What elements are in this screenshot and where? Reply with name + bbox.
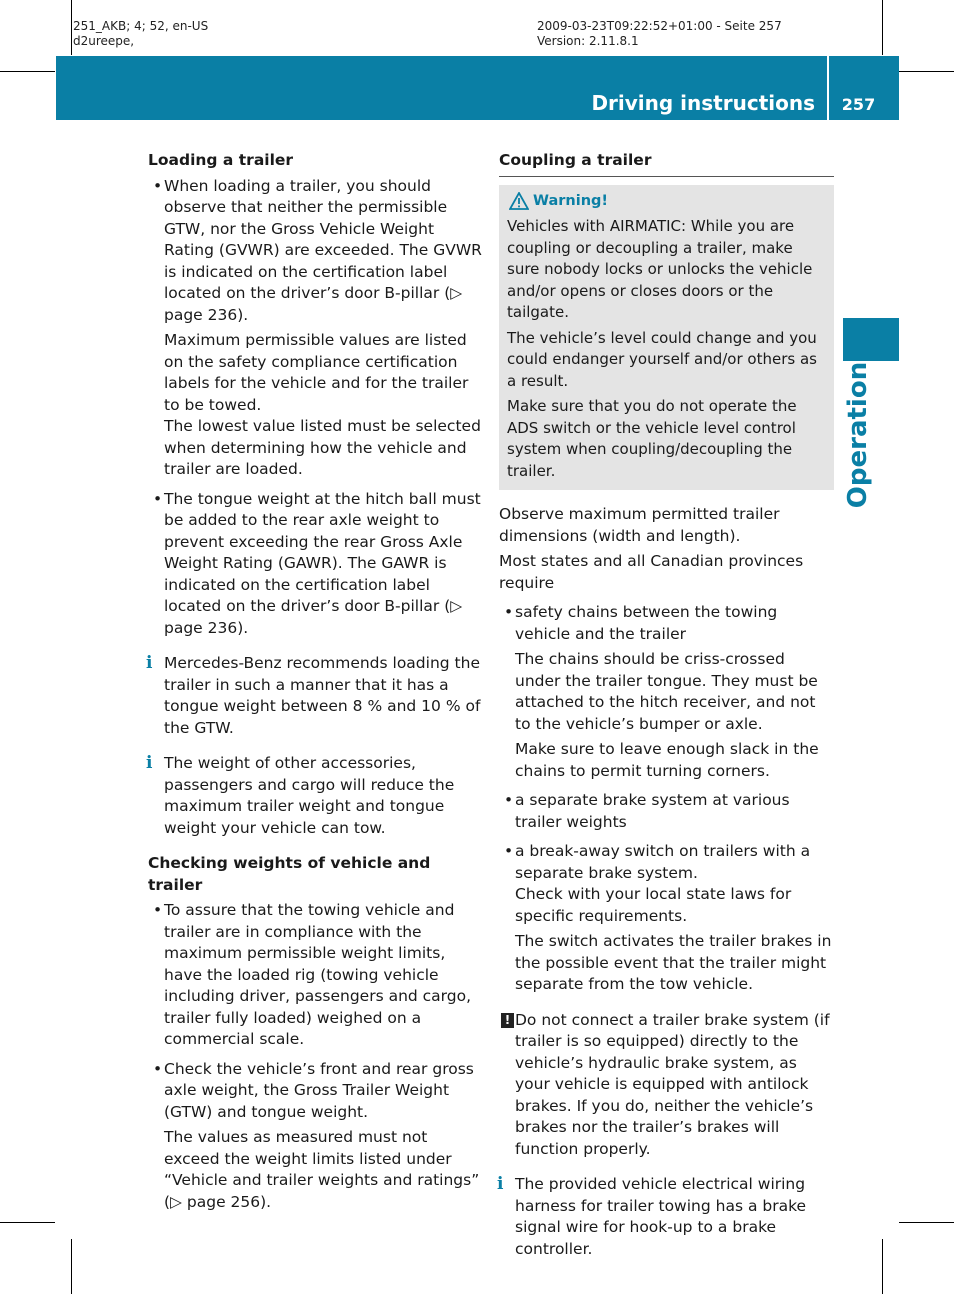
info-icon: i (146, 653, 153, 673)
info-note (148, 753, 483, 839)
crop-mark (71, 0, 72, 55)
warning-triangle-icon (509, 192, 529, 210)
list-item: • The tongue weight at the hitch ball must be added to the rear axle weight to prevent exceeding the rear Gross Axle Weight Rating (GAWR). The GAWR is indicated on the certification label located on the driver’s door B-pillar (▷ page 236). (148, 489, 483, 640)
right-column (499, 150, 834, 1274)
meta-line: Version: 2.11.8.1 (537, 34, 639, 48)
list-item-detail (499, 649, 834, 782)
detail-text: Check with your local state laws for specific requirements. (515, 885, 792, 925)
exclamation-icon: ! (501, 1013, 514, 1028)
info-text: The weight of other accessories, passengers and cargo will reduce the maximum trailer weight and tongue weight your vehicle can tow. (164, 754, 455, 837)
warning-text: Vehicles with AIRMATIC: While you are coupling or decoupling a trailer, make sure nobody locks or unlocks the vehicle and/or opens or closes doors or the tailgate. (507, 217, 813, 321)
crop-mark (0, 71, 55, 72)
detail-text: Maximum permissible values are listed on the safety compliance certification labels for the vehicle and for the trailer to be towed. (164, 331, 469, 414)
heading-loading: Loading a trailer (148, 151, 294, 169)
list-item-detail (499, 884, 834, 996)
warning-title-text: Warning! (533, 192, 609, 209)
meta-line: 2009-03-23T09:22:52+01:00 - Seite 257 (537, 19, 782, 33)
crop-mark (882, 0, 883, 55)
detail-text: The switch activates the trailer brakes in the possible event that the trailer might separate from the tow vehicle. (515, 932, 832, 993)
warning-title (507, 191, 826, 213)
detail-text: The chains should be criss-crossed under the trailer tongue. They must be attached to the hitch receiver, and not to the vehicle’s bumper or axle. (515, 650, 818, 733)
info-note (148, 653, 483, 739)
warning-text: Make sure that you do not operate the ADS switch or the vehicle level control system when coupling/decoupling the trailer. (507, 397, 797, 480)
crop-mark (899, 1222, 954, 1223)
warning-text: The vehicle’s level could change and you could endanger yourself and/or others as a result. (507, 328, 817, 390)
meta-line: 251_AKB; 4; 52, en-US (73, 19, 209, 33)
print-meta-left (73, 19, 208, 49)
header-divider (827, 56, 829, 120)
info-note (499, 1174, 834, 1260)
section-title: Driving instructions (591, 91, 815, 115)
crop-mark (0, 1222, 55, 1223)
paragraph: Observe maximum permitted trailer dimensions (width and length). (499, 505, 780, 545)
detail-text: Make sure to leave enough slack in the chains to permit turning corners. (515, 740, 819, 780)
meta-line: d2ureepe, (73, 34, 135, 48)
crop-mark (71, 1239, 72, 1294)
left-column (148, 150, 483, 1221)
crop-mark (899, 71, 954, 72)
info-icon: i (146, 753, 153, 773)
list-item: • To assure that the towing vehicle and trailer are in compliance with the maximum permissible weight limits, have the loaded rig (towing vehicle including driver, passengers and cargo, trailer fully loaded) weighed on a commercial scale. (148, 900, 483, 1051)
warning-box (499, 185, 834, 491)
caution-note (499, 1010, 834, 1161)
paragraph: Most states and all Canadian provinces require (499, 552, 804, 592)
list-item: • When loading a trailer, you should observe that neither the permissible GTW, nor the Gross Vehicle Weight Rating (GVWR) are exceeded. The GVWR is indicated on the certification label located on the driver’s door B-pillar (▷ page 236). (148, 176, 483, 327)
crop-mark (882, 1239, 883, 1294)
list-item: • safety chains between the towing vehicle and the trailer (499, 602, 834, 645)
list-item-detail (148, 330, 483, 481)
info-icon: i (497, 1174, 504, 1194)
heading-coupling: Coupling a trailer (499, 150, 834, 177)
list-item: • a break-away switch on trailers with a separate brake system. (499, 841, 834, 884)
page-number: 257 (841, 95, 876, 114)
chapter-label (828, 361, 888, 509)
info-text: Mercedes-Benz recommends loading the trailer in such a manner that it has a tongue weight between 8 % and 10 % of the GTW. (164, 654, 481, 737)
chapter-label-text: Operation (843, 361, 873, 509)
list-item: • Check the vehicle’s front and rear gross axle weight, the Gross Trailer Weight (GTW) and tongue weight. (148, 1059, 483, 1124)
chapter-tab (843, 318, 899, 361)
heading-checking: Checking weights of vehicle and trailer (148, 854, 431, 894)
list-item: • a separate brake system at various trailer weights (499, 790, 834, 833)
list-item-detail: The values as measured must not exceed the weight limits listed under “Vehicle and trailer weights and ratings” (▷ page 256). (164, 1128, 480, 1211)
detail-text: The lowest value listed must be selected when determining how the vehicle and trailer are loaded. (164, 417, 481, 478)
info-text: The provided vehicle electrical wiring harness for trailer towing has a brake signal wire for hook-up to a brake controller. (515, 1175, 807, 1258)
print-meta-right (537, 19, 782, 49)
caution-text: Do not connect a trailer brake system (if trailer is so equipped) directly to the vehicle’s hydraulic brake system, as your vehicle is equipped with antilock brakes. If you do, neither the vehicle’s brakes nor the trailer’s brakes will function properly. (515, 1010, 830, 1158)
